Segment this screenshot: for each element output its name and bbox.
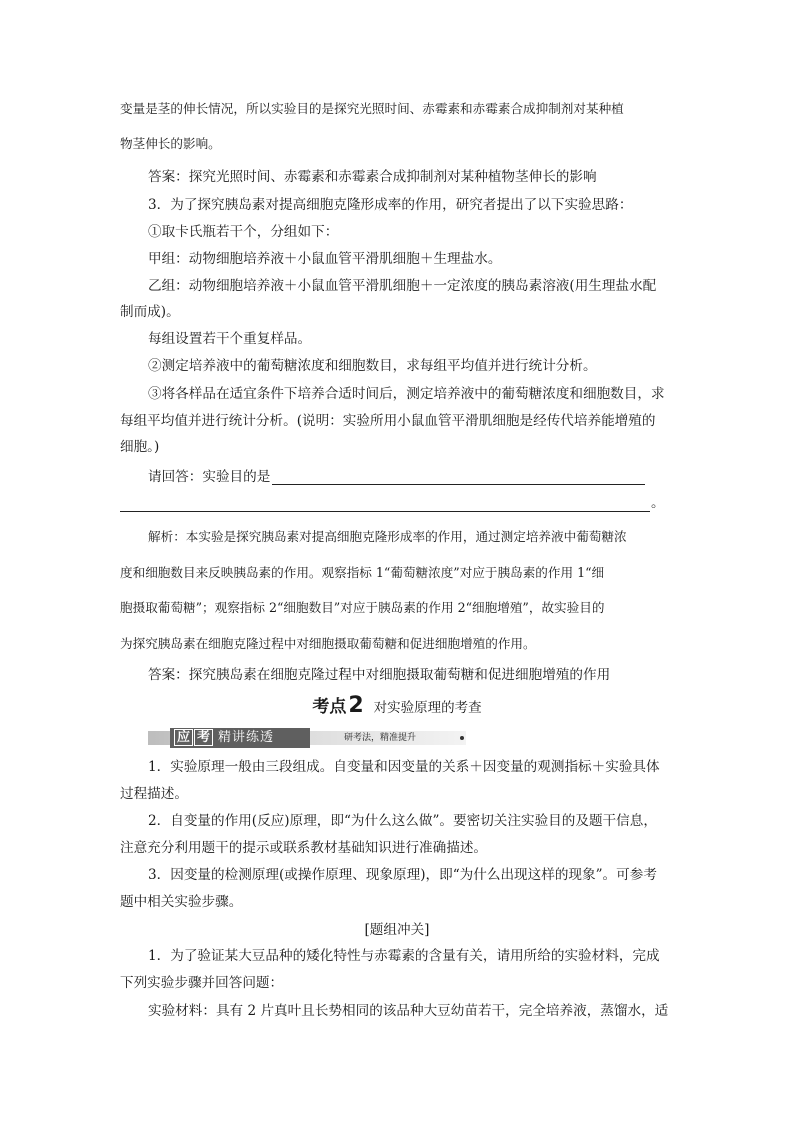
heading-subtitle: 对实验原理的考查 — [373, 700, 482, 716]
answer-blank-line[interactable] — [272, 484, 645, 485]
answer-line: 答案：探究光照时间、赤霉素和赤霉素合成抑制剂对某种植物茎伸长的影响 — [148, 169, 597, 185]
answer-blank-line[interactable] — [120, 511, 650, 512]
question-line-cont: 下列实验步骤并回答问题： — [120, 975, 284, 991]
question-title: 3．为了探究胰岛素对提高细胞克隆形成率的作用，研究者提出了以下实验思路： — [148, 197, 633, 213]
analysis-line: 胞摄取葡萄糖”；观察指标 2“细胞数目”对应于胰岛素的作用 2“细胞增殖”，故实验目的 — [120, 600, 605, 615]
banner-box-kao: 考 — [194, 729, 213, 746]
step-line: ①取卡氏瓶若干个，分组如下： — [148, 224, 339, 240]
principle-line-cont: 注意充分利用题干的提示或联系教材基础知识进行准确描述。 — [120, 840, 488, 856]
paragraph-line: 变量是茎的伸长情况，所以实验目的是探究光照时间、赤霉素和赤霉素合成抑制剂对某种植 — [120, 101, 624, 116]
banner-tag: 研考法，精准提升 — [344, 733, 417, 743]
repeat-line: 每组设置若干个重复样品。 — [148, 331, 312, 347]
heading-number: 2 — [348, 693, 364, 718]
group-yi-line: 乙组：动物细胞培养液＋小鼠血管平滑肌细胞＋一定浓度的胰岛素溶液(用生理盐水配 — [148, 278, 657, 294]
step-line-cont: 每组平均值并进行统计分析。(说明：实验所用小鼠血管平滑肌细胞是经传代培养能增殖的 — [120, 413, 656, 429]
question-line: 1．为了验证某大豆品种的矮化特性与赤霉素的含量有关，请用所给的实验材料，完成 — [148, 948, 660, 964]
heading-kaodian: 考点 — [312, 697, 347, 717]
analysis-line: 解析：本实验是探究胰岛素对提高细胞克隆形成率的作用，通过测定培养液中葡萄糖浓 — [148, 529, 627, 544]
question-prompt: 请回答：实验目的是 — [148, 469, 271, 485]
group-yi-line-cont: 制而成)。 — [120, 304, 180, 320]
paragraph-line: 物茎伸长的影响。 — [120, 136, 221, 151]
principle-line-cont: 过程描述。 — [120, 786, 188, 802]
section-banner — [148, 728, 466, 748]
period-mark: 。 — [651, 495, 665, 511]
answer-line: 答案：探究胰岛素在细胞克隆过程中对细胞摄取葡萄糖和促进细胞增殖的作用 — [148, 667, 611, 683]
analysis-line: 为探究胰岛素在细胞克隆过程中对细胞摄取葡萄糖和促进细胞增殖的作用。 — [120, 636, 536, 651]
banner-label — [170, 728, 310, 748]
step-line: ②测定培养液中的葡萄糖浓度和细胞数目，求每组平均值并进行统计分析。 — [148, 358, 597, 374]
group-title: [题组冲关] — [364, 922, 430, 938]
banner-box-ying: 应 — [174, 729, 193, 746]
section-heading — [0, 692, 794, 718]
banner-title: 精讲练透 — [218, 730, 275, 745]
materials-line: 实验材料：具有 2 片真叶且长势相同的该品种大豆幼苗若干，完全培养液，蒸馏水，适 — [148, 1003, 669, 1019]
step-line-cont: 细胞。) — [120, 439, 160, 455]
step-line: ③将各样品在适宜条件下培养合适时间后，测定培养液中的葡萄糖浓度和细胞数目，求 — [148, 386, 665, 402]
principle-line-cont: 题中相关实验步骤。 — [120, 894, 243, 910]
group-jia-line: 甲组：动物细胞培养液＋小鼠血管平滑肌细胞＋生理盐水。 — [148, 251, 502, 267]
analysis-line: 度和细胞数目来反映胰岛素的作用。观察指标 1“葡萄糖浓度”对应于胰岛素的作用 1“细 — [120, 565, 605, 580]
principle-line: 1．实验原理一般由三段组成。自变量和因变量的关系＋因变量的观测指标＋实验具体 — [148, 759, 660, 775]
principle-line: 2．自变量的作用(反应)原理，即“为什么这么做”。要密切关注实验目的及题干信息， — [148, 813, 657, 829]
principle-line: 3．因变量的检测原理(或操作原理、现象原理)，即“为什么出现这样的现象”。可参考 — [148, 867, 657, 883]
bullet-dot-icon — [460, 736, 464, 740]
